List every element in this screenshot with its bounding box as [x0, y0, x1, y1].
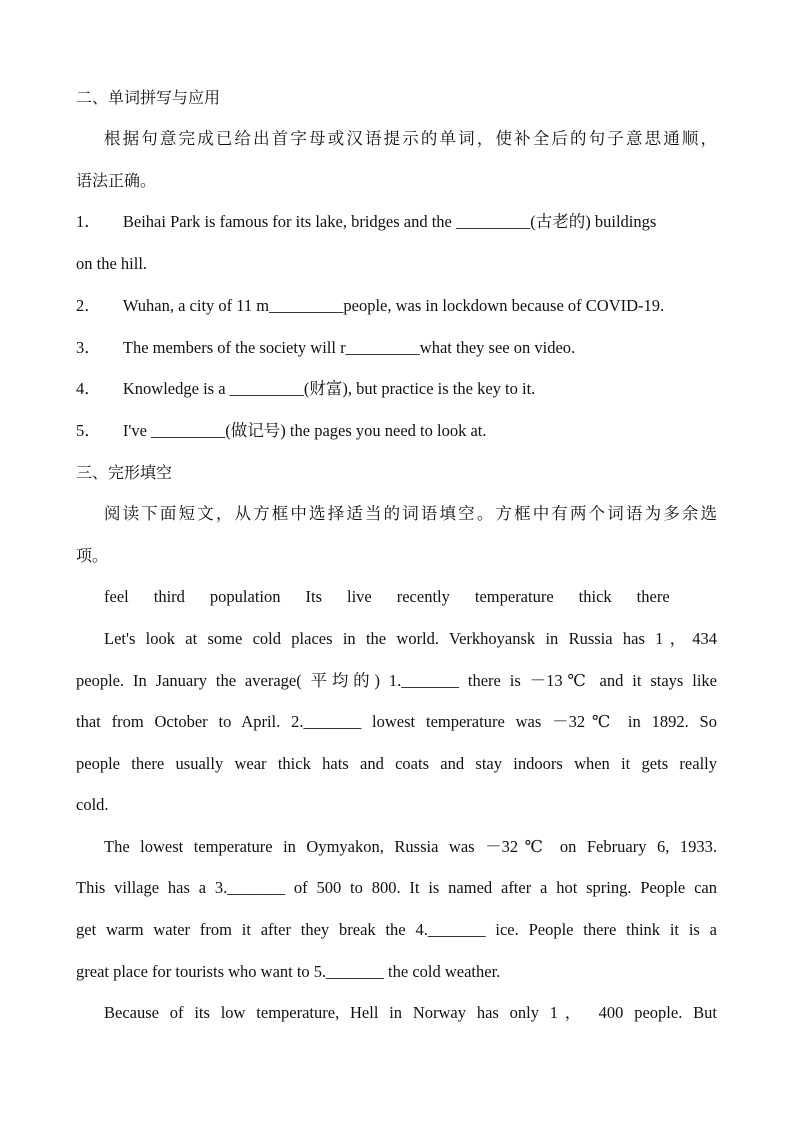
passage-p2-line4: great place for tourists who want to 5._______ the cold weather.: [76, 962, 501, 981]
word-bank-item: temperature: [474, 587, 554, 606]
word-bank-item: thick: [578, 587, 612, 606]
question-text: I've _________(做记号) the pages you need to look at.: [122, 421, 487, 440]
passage-p1-line5: cold.: [76, 795, 109, 814]
question-number: 1．: [76, 212, 101, 231]
question-text: Wuhan, a city of 11 m_________people, was in lockdown because of COVID-19.: [122, 296, 665, 315]
passage-p1-line2: people. In January the average( 平均的) 1._______ there is －13℃ and it stays like: [76, 671, 717, 690]
section2-instruction-line2: 语法正确。: [76, 171, 157, 190]
question-number: 2．: [76, 296, 101, 315]
word-bank-item: population: [209, 587, 281, 606]
passage-p2-line1: The lowest temperature in Oymyakon, Russia was －32℃ on February 6, 1933.: [104, 837, 717, 856]
word-bank-item: feel: [104, 587, 129, 606]
question-3: [76, 338, 575, 358]
question-4: [76, 379, 535, 399]
question-text: The members of the society will r_________what they see on video.: [122, 338, 576, 357]
question-text: Beihai Park is famous for its lake, bridges and the _________(古老的) buildings: [122, 212, 657, 231]
question-1: [76, 212, 656, 232]
word-bank-item: recently: [396, 587, 450, 606]
section3-instruction-line2: 项。: [76, 546, 109, 565]
question-1-continuation: on the hill.: [76, 254, 148, 273]
passage-p1-line3: that from October to April. 2._______ lowest temperature was －32℃ in 1892. So: [76, 712, 717, 731]
section2-instruction-line1: 根据句意完成已给出首字母或汉语提示的单词，使补全后的句子意思通顺，: [104, 129, 717, 148]
question-number: 3．: [76, 338, 101, 357]
question-5: [76, 421, 486, 441]
passage-p1-line1: Let's look at some cold places in the world. Verkhoyansk in Russia has 1，434: [104, 629, 717, 648]
question-number: 4．: [76, 379, 101, 398]
section-heading-cloze: 三、完形填空: [76, 463, 173, 482]
word-bank: [104, 587, 670, 607]
question-2: [76, 296, 664, 316]
section-heading-word-spelling: 二、单词拼写与应用: [76, 88, 221, 107]
question-text: Knowledge is a _________(财富), but practice is the key to it.: [122, 379, 536, 398]
word-bank-item: third: [153, 587, 185, 606]
word-bank-item: live: [346, 587, 372, 606]
section3-instruction-line1: 阅读下面短文，从方框中选择适当的词语填空。方框中有两个词语为多余选: [104, 504, 717, 523]
word-bank-item: Its: [305, 587, 322, 606]
passage-p3-line1: Because of its low temperature, Hell in Norway has only 1， 400 people. But: [104, 1003, 717, 1022]
question-number: 5．: [76, 421, 101, 440]
passage-p2-line2: This village has a 3._______ of 500 to 800. It is named after a hot spring. People can: [76, 878, 717, 897]
passage-p2-line3: get warm water from it after they break the 4._______ ice. People there think it is a: [76, 920, 717, 939]
passage-p1-line4: people there usually wear thick hats and coats and stay indoors when it gets really: [76, 754, 717, 773]
word-bank-item: there: [636, 587, 670, 606]
